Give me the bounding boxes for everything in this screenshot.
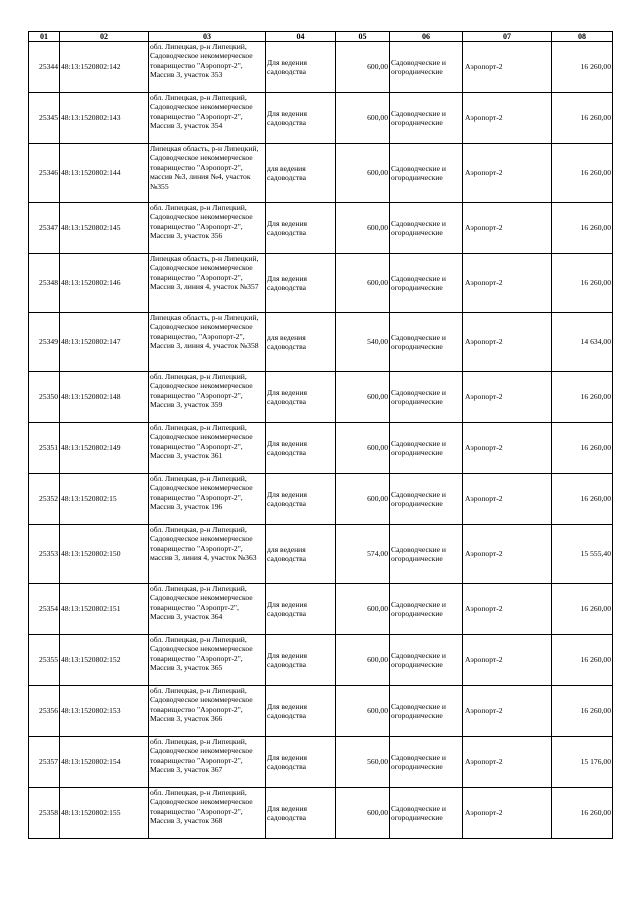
area-value-cell: 600,00 xyxy=(336,474,390,525)
row-number-cell: 25358 xyxy=(29,788,60,839)
permitted-use-cell: для ведения садоводства xyxy=(266,525,336,584)
header-col-02: 02 xyxy=(60,32,149,42)
area-value-cell: 600,00 xyxy=(336,372,390,423)
row-number-cell: 25347 xyxy=(29,203,60,254)
settlement-name-cell: Аэропорт-2 xyxy=(463,686,552,737)
permitted-use-cell: Для ведения садоводства xyxy=(266,737,336,788)
cadastral-value-cell: 14 634,00 xyxy=(552,313,613,372)
cadastral-value-cell: 16 260,00 xyxy=(552,474,613,525)
cadastral-number-cell: 48:13:1520802:143 xyxy=(60,93,149,144)
cadastral-number-cell: 48:13:1520802:148 xyxy=(60,372,149,423)
land-category-cell: Садоводческие и огороднические xyxy=(390,203,463,254)
table-row xyxy=(29,686,613,737)
cadastral-number-cell: 48:13:1520802:145 xyxy=(60,203,149,254)
settlement-name-cell: Аэропорт-2 xyxy=(463,737,552,788)
cadastral-value-cell: 16 260,00 xyxy=(552,423,613,474)
cadastral-value-cell: 16 260,00 xyxy=(552,686,613,737)
address-text: обл. Липецкая, р-н Липецкий, Садоводческое некоммерческое товарищество "Аэропорт-2", Массив 3, участок 359 xyxy=(150,372,253,410)
cadastral-number-cell: 48:13:1520802:15 xyxy=(60,474,149,525)
cadastral-number-cell: 48:13:1520802:151 xyxy=(60,584,149,635)
address-cell xyxy=(149,313,266,372)
row-number-cell: 25345 xyxy=(29,93,60,144)
cadastral-value-cell: 16 260,00 xyxy=(552,93,613,144)
settlement-name-cell: Аэропорт-2 xyxy=(463,93,552,144)
permitted-use-cell: Для ведения садоводства xyxy=(266,584,336,635)
cadastral-value-cell: 16 260,00 xyxy=(552,203,613,254)
address-cell xyxy=(149,423,266,474)
table-row xyxy=(29,788,613,839)
settlement-name-cell: Аэропорт-2 xyxy=(463,525,552,584)
header-col-07: 07 xyxy=(463,32,552,42)
row-number-cell: 25348 xyxy=(29,254,60,313)
address-text: обл. Липецкая, р-н Липецкий, Садоводческое некоммерческое товарищество "Аэропорт-2", Массив 3, участок 354 xyxy=(150,93,253,131)
area-value-cell: 600,00 xyxy=(336,584,390,635)
settlement-name-cell: Аэропорт-2 xyxy=(463,474,552,525)
permitted-use-cell: для ведения садоводства xyxy=(266,144,336,203)
area-value-cell: 600,00 xyxy=(336,254,390,313)
settlement-name-cell: Аэропорт-2 xyxy=(463,144,552,203)
address-text: обл. Липецкая, р-н Липецкий, Садоводческое некоммерческое товарищество "Аэропорт-2", массив 3, линия 4, участок №363 xyxy=(150,525,257,563)
permitted-use-cell: Для ведения садоводства xyxy=(266,42,336,93)
land-category-cell: Садоводческие и огороднические xyxy=(390,313,463,372)
address-text: обл. Липецкая, р-н Липецкий, Садоводческое некоммерческое товарищество "Аэропорт-2", Массив 3, участок 368 xyxy=(150,788,253,826)
area-value-cell: 600,00 xyxy=(336,144,390,203)
settlement-name-cell: Аэропорт-2 xyxy=(463,423,552,474)
address-text: обл. Липецкая, р-н Липецкий, Садоводческое некоммерческое товарищество "Аэропорт-2", Массив 3, участок 361 xyxy=(150,423,253,461)
address-text: обл. Липецкая, р-н Липецкий, Садоводческое некоммерческое товарищество "Аэропорт-2", Массив 3, участок 353 xyxy=(150,42,253,80)
row-number-cell: 25352 xyxy=(29,474,60,525)
address-cell xyxy=(149,372,266,423)
address-cell xyxy=(149,93,266,144)
cadastral-value-cell: 15 555,40 xyxy=(552,525,613,584)
cadastral-number-cell: 48:13:1520802:149 xyxy=(60,423,149,474)
cadastral-value-cell: 16 260,00 xyxy=(552,372,613,423)
table-header xyxy=(29,32,613,42)
table-row xyxy=(29,474,613,525)
land-plots-table xyxy=(28,31,613,839)
address-cell xyxy=(149,584,266,635)
cadastral-value-cell: 15 176,00 xyxy=(552,737,613,788)
cadastral-value-cell: 16 260,00 xyxy=(552,42,613,93)
address-cell xyxy=(149,474,266,525)
row-number-cell: 25346 xyxy=(29,144,60,203)
permitted-use-cell: Для ведения садоводства xyxy=(266,635,336,686)
header-col-01: 01 xyxy=(29,32,60,42)
permitted-use-cell: Для ведения садоводства xyxy=(266,372,336,423)
area-value-cell: 540,00 xyxy=(336,313,390,372)
row-number-cell: 25355 xyxy=(29,635,60,686)
permitted-use-cell: Для ведения садоводства xyxy=(266,788,336,839)
cadastral-value-cell: 16 260,00 xyxy=(552,635,613,686)
permitted-use-cell: Для ведения садоводства xyxy=(266,254,336,313)
cadastral-value-cell: 16 260,00 xyxy=(552,584,613,635)
land-category-cell: Садоводческие и огороднические xyxy=(390,686,463,737)
cadastral-number-cell: 48:13:1520802:142 xyxy=(60,42,149,93)
row-number-cell: 25350 xyxy=(29,372,60,423)
address-text: обл. Липецкая, р-н Липецкий, Садоводческое некоммерческое товарищество "Аэропорт-2", Массив 3, участок 365 xyxy=(150,635,253,673)
settlement-name-cell: Аэропорт-2 xyxy=(463,372,552,423)
land-category-cell: Садоводческие и огороднические xyxy=(390,737,463,788)
address-cell xyxy=(149,635,266,686)
table-row xyxy=(29,42,613,93)
cadastral-number-cell: 48:13:1520802:150 xyxy=(60,525,149,584)
table-body xyxy=(29,42,613,839)
address-cell xyxy=(149,686,266,737)
area-value-cell: 600,00 xyxy=(336,93,390,144)
table-row xyxy=(29,313,613,372)
land-category-cell: Садоводческие и огороднические xyxy=(390,372,463,423)
address-cell xyxy=(149,42,266,93)
row-number-cell: 25353 xyxy=(29,525,60,584)
cadastral-number-cell: 48:13:1520802:155 xyxy=(60,788,149,839)
land-category-cell: Садоводческие и огороднические xyxy=(390,788,463,839)
cadastral-value-cell: 16 260,00 xyxy=(552,254,613,313)
settlement-name-cell: Аэропорт-2 xyxy=(463,584,552,635)
table-row xyxy=(29,372,613,423)
address-cell xyxy=(149,737,266,788)
cadastral-number-cell: 48:13:1520802:146 xyxy=(60,254,149,313)
cadastral-value-cell: 16 260,00 xyxy=(552,788,613,839)
land-category-cell: Садоводческие и огороднические xyxy=(390,635,463,686)
address-cell xyxy=(149,203,266,254)
area-value-cell: 560,00 xyxy=(336,737,390,788)
cadastral-value-cell: 16 260,00 xyxy=(552,144,613,203)
row-number-cell: 25344 xyxy=(29,42,60,93)
table-row xyxy=(29,584,613,635)
cadastral-number-cell: 48:13:1520802:152 xyxy=(60,635,149,686)
table-row xyxy=(29,423,613,474)
header-col-03: 03 xyxy=(149,32,266,42)
address-text: обл. Липецкая, р-н Липецкий, Садоводческое некоммерческое товарищество "Аэропрт-2", Массив 3, участок 364 xyxy=(150,584,253,622)
address-text: обл. Липецкая, р-н Липецкий, Садоводческое некоммерческое товарищество "Аэропорт-2", Массив 3, участок 196 xyxy=(150,474,253,512)
table-row xyxy=(29,525,613,584)
area-value-cell: 600,00 xyxy=(336,423,390,474)
land-category-cell: Садоводческие и огороднические xyxy=(390,584,463,635)
header-col-06: 06 xyxy=(390,32,463,42)
permitted-use-cell: Для ведения садоводства xyxy=(266,686,336,737)
land-category-cell: Садоводческие и огороднические xyxy=(390,254,463,313)
permitted-use-cell: Для ведения садоводства xyxy=(266,203,336,254)
cadastral-number-cell: 48:13:1520802:154 xyxy=(60,737,149,788)
land-category-cell: Садоводческие и огороднические xyxy=(390,42,463,93)
address-text: обл. Липецкая, р-н Липецкий, Садоводческое некоммерческое товарищество "Аэропорт-2", Массив 3, участок 367 xyxy=(150,737,253,775)
permitted-use-cell: Для ведения садоводства xyxy=(266,423,336,474)
permitted-use-cell: для ведения садоводства xyxy=(266,313,336,372)
table-row xyxy=(29,254,613,313)
address-text: обл. Липецкая, р-н Липецкий, Садоводческое некоммерческое товарищество "Аэропорт-2", Массив 3, участок 356 xyxy=(150,203,253,241)
table-row xyxy=(29,93,613,144)
settlement-name-cell: Аэропорт-2 xyxy=(463,635,552,686)
area-value-cell: 600,00 xyxy=(336,788,390,839)
row-number-cell: 25351 xyxy=(29,423,60,474)
settlement-name-cell: Аэропорт-2 xyxy=(463,254,552,313)
settlement-name-cell: Аэропорт-2 xyxy=(463,42,552,93)
header-col-08: 08 xyxy=(552,32,613,42)
address-cell xyxy=(149,525,266,584)
land-category-cell: Садоводческие и огороднические xyxy=(390,93,463,144)
header-col-05: 05 xyxy=(336,32,390,42)
cadastral-number-cell: 48:13:1520802:147 xyxy=(60,313,149,372)
address-text: обл. Липецкая, р-н Липецкий, Садоводческое некоммерческое товарищество "Аэропорт-2", Массив 3, участок 366 xyxy=(150,686,253,724)
address-text: Липецкая область, р-н Липецкий, Садоводческое некоммерческое товарищество "Аэропорт-2", массив №3, линия №4, участок №355 xyxy=(150,144,259,191)
table-row xyxy=(29,144,613,203)
cadastral-number-cell: 48:13:1520802:153 xyxy=(60,686,149,737)
area-value-cell: 600,00 xyxy=(336,203,390,254)
settlement-name-cell: Аэропорт-2 xyxy=(463,788,552,839)
header-row xyxy=(29,32,613,42)
settlement-name-cell: Аэропорт-2 xyxy=(463,313,552,372)
permitted-use-cell: Для ведения садоводства xyxy=(266,474,336,525)
row-number-cell: 25357 xyxy=(29,737,60,788)
table-row xyxy=(29,635,613,686)
area-value-cell: 600,00 xyxy=(336,635,390,686)
address-cell xyxy=(149,144,266,203)
permitted-use-cell: Для ведения садоводства xyxy=(266,93,336,144)
land-category-cell: Садоводческие и огороднические xyxy=(390,525,463,584)
row-number-cell: 25356 xyxy=(29,686,60,737)
land-category-cell: Садоводческие и огороднические xyxy=(390,474,463,525)
area-value-cell: 600,00 xyxy=(336,686,390,737)
land-category-cell: Садоводческие и огороднические xyxy=(390,144,463,203)
table-row xyxy=(29,737,613,788)
area-value-cell: 574,00 xyxy=(336,525,390,584)
settlement-name-cell: Аэропорт-2 xyxy=(463,203,552,254)
row-number-cell: 25354 xyxy=(29,584,60,635)
header-col-04: 04 xyxy=(266,32,336,42)
area-value-cell: 600,00 xyxy=(336,42,390,93)
land-category-cell: Садоводческие и огороднические xyxy=(390,423,463,474)
address-text: Липецкая область, р-н Липецкий, Садоводческое некоммерческое товарищество, "Аэропорт-2", Массив 3, линия 4, участок №358 xyxy=(150,313,259,351)
cadastral-number-cell: 48:13:1520802:144 xyxy=(60,144,149,203)
table-row xyxy=(29,203,613,254)
row-number-cell: 25349 xyxy=(29,313,60,372)
address-text: Липецкая область, р-н Липецкий, Садоводческое некоммерческое товарищество "Аэропорт-2", Массив 3, линия 4, участок №357 xyxy=(150,254,259,292)
address-cell xyxy=(149,788,266,839)
address-cell xyxy=(149,254,266,313)
